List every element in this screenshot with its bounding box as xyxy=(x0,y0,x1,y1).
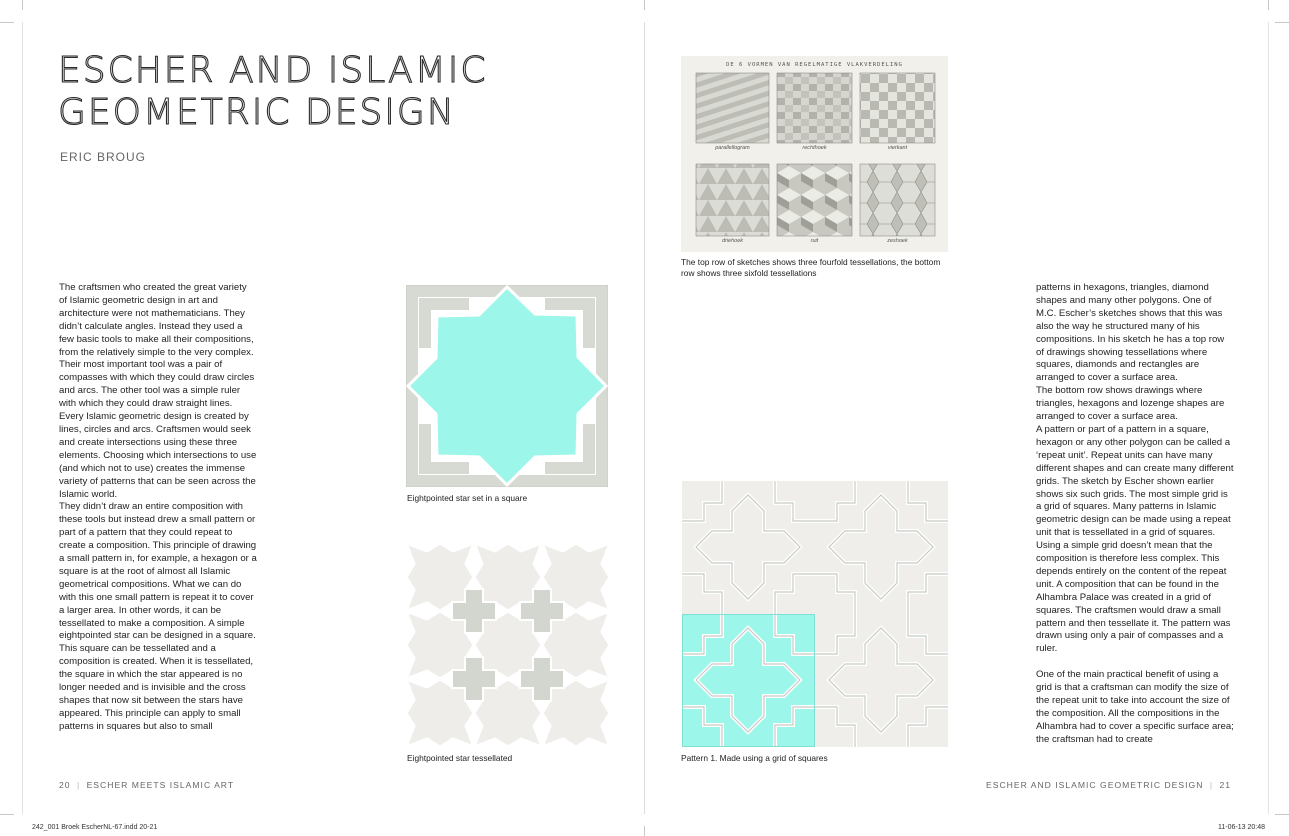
sketch-label: driehoek xyxy=(721,238,744,244)
sketch-label: vierkant xyxy=(887,145,908,151)
page-number: 20 xyxy=(59,780,71,790)
trim-mark xyxy=(1275,814,1289,815)
slug-file: 242_001 Broek EscherNL-67.indd 20-21 xyxy=(32,824,158,831)
paragraph: A pattern or part of a pattern in a square, hexagon or any other polygon can be called a ‘repeat unit’. Repeat units can have many different shapes and can create many different grids. The sketch by Escher shown earlier shows six such grids. The most simple grid is a grid of squares. Many patterns in Islamic geometric design can be made using a repeat unit that is tessellated in a grid of squares. Using a simple grid doesn’t mean that the composition is therefore less complex. This depends entirely on the content of the repeat unit. A composition that can be found in the Alhambra Palace was created in a grid of squares. The craftsmen would draw a small pattern and then tessellate it. The pattern was drawn using only a pair of compasses and a ruler. xyxy=(1036,423,1234,655)
slug-date: 11-06-13 20:48 xyxy=(1218,824,1265,831)
folio-right: ESCHER AND ISLAMIC GEOMETRIC DESIGN | 21 xyxy=(986,780,1231,790)
escher-sketch-image xyxy=(681,56,948,252)
sketch-label: zeshoek xyxy=(887,238,908,244)
right-text-column xyxy=(1036,282,1234,747)
running-head: ESCHER MEETS ISLAMIC ART xyxy=(86,780,235,790)
trim-mark xyxy=(1275,22,1289,23)
trim-mark xyxy=(644,826,645,836)
paragraph: The craftsmen who created the great variety of Islamic geometric design in art and architecture were not mathematicians. They didn’t calculate angles. Instead they used a few basic tools to make all their compositions, from the relatively simple to the very complex. Their most important tool was a pair of compasses with which they could draw circles and arcs. The other tool was a simple ruler with which they could draw straight lines. Every Islamic geometric design is created by lines, circles and arcs. Craftsmen would seek and create intersections using these three elements. Choosing which intersections to use (and which not to use) creates the immense variety of patterns that can be seen across the Islamic world. xyxy=(59,282,257,500)
page-title xyxy=(58,50,488,134)
title-line: ESCHER AND ISLAMIC xyxy=(58,50,488,91)
spread-gutter xyxy=(644,22,645,814)
paragraph: The bottom row shows drawings where triangles, hexagons and lozenge shapes are arranged to cover a surface area. xyxy=(1036,385,1225,423)
pattern1-figure xyxy=(682,481,948,747)
paragraph: patterns in hexagons, triangles, diamond shapes and many other polygons. One of M.C. Escher’s sketches shows that this was also the way he structured many of his compositions. In his sketch he has a top row of drawings showing tessellations where squares, diamonds and rectangles are arranged to cover a surface area. xyxy=(1036,282,1225,384)
running-head: ESCHER AND ISLAMIC GEOMETRIC DESIGN xyxy=(986,780,1204,790)
sketch-label: ruit xyxy=(810,238,819,244)
paragraph: One of the main practical benefit of using a grid is that a craftsman can modify the size of the repeat unit to take into account the size of the composition. All the compositions in the Alhambra had to cover a specific surface area; the craftsman had to create xyxy=(1036,669,1234,745)
trim-mark xyxy=(1268,0,1269,10)
sketch-label: rechthoek xyxy=(802,145,827,151)
figure-caption: Eightpointed star tessellated xyxy=(407,753,513,763)
title-line: GEOMETRIC DESIGN xyxy=(58,92,456,133)
left-text-column xyxy=(59,282,257,734)
figure-caption: Eightpointed star set in a square xyxy=(407,493,528,503)
figure-caption: Pattern 1. Made using a grid of squares xyxy=(681,753,828,763)
star-in-square-figure xyxy=(406,285,608,487)
page-edge xyxy=(1268,22,1269,814)
trim-mark xyxy=(0,22,14,23)
page-number: 21 xyxy=(1219,780,1231,790)
trim-mark xyxy=(644,0,645,10)
trim-mark xyxy=(0,814,14,815)
trim-mark xyxy=(22,0,23,10)
figure-caption: The top row of sketches shows three fourfold tessellations, the bottom row shows three sixfold tessellations xyxy=(681,257,941,278)
paragraph: They didn’t draw an entire composition with these tools but instead drew a small pattern or part of a pattern that they could repeat to create a composition. This principle of drawing a small pattern in, for example, a hexagon or a square is at the root of almost all Islamic geometrical compositions. What we can do with this one small pattern is repeat it to cover a larger area. In other words, it can be tessellated to make a composition. A simple eightpointed star can be designed in a square. This square can be tessellated and a composition is created. When it is tessellated, the square in which the star appeared is no longer needed and is invisible and the cross shapes that now sit between the stars have appeared. This principle can apply to small patterns in squares but also to small xyxy=(59,501,257,732)
author-name: ERIC BROUG xyxy=(60,150,147,164)
sketch-label: parallellogram xyxy=(715,145,750,151)
eight-point-star xyxy=(408,287,606,485)
page-edge xyxy=(22,22,23,814)
folio-left: 20 | ESCHER MEETS ISLAMIC ART xyxy=(59,780,235,790)
star-tessellation-figure xyxy=(406,543,610,747)
sketch-heading: DE 6 VORMEN VAN REGELMATIGE VLAKVERDELING xyxy=(726,62,903,68)
